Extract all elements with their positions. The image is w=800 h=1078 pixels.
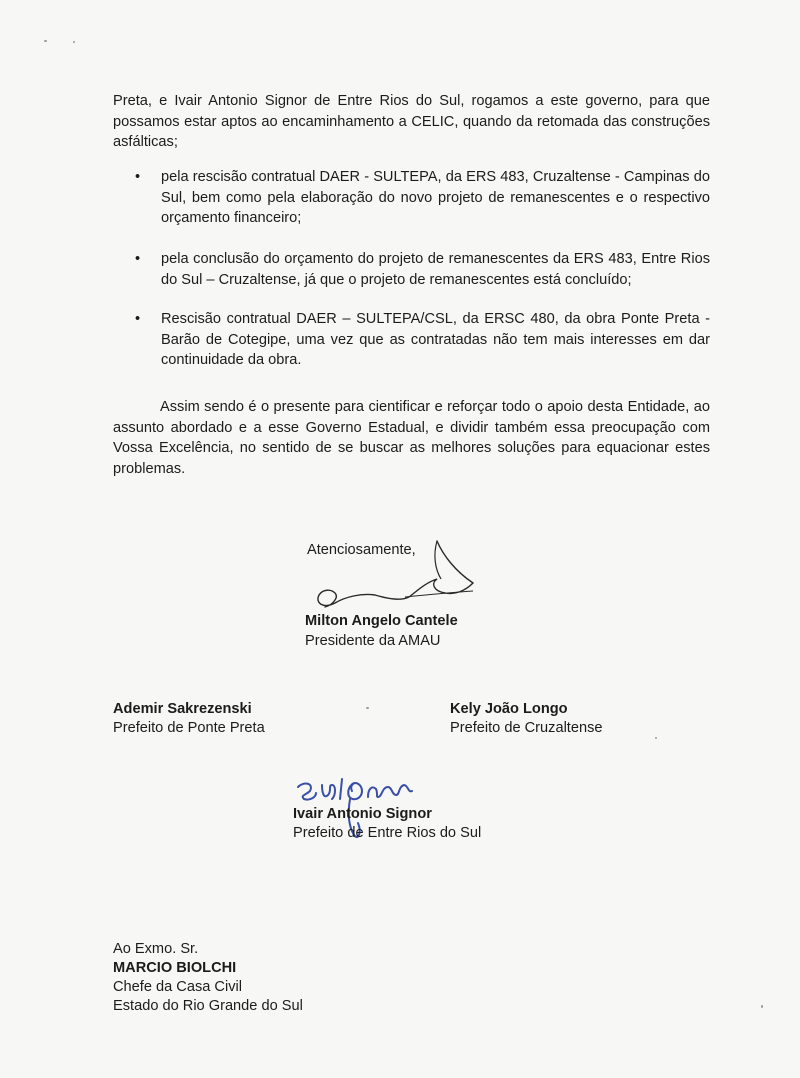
salutation: Atenciosamente,	[307, 542, 416, 558]
right-signatory-title: Prefeito de Cruzaltense	[450, 720, 603, 736]
recipient-name: MARCIO BIOLCHI	[113, 960, 237, 976]
left-signatory-title: Prefeito de Ponte Preta	[113, 720, 265, 736]
recipient-line: Estado do Rio Grande do Sul	[113, 998, 303, 1014]
scan-speck	[73, 41, 75, 43]
bullet-icon: •	[135, 311, 141, 327]
scan-speck	[655, 737, 657, 739]
list-item-text: pela conclusão do orçamento do projeto de remanescentes da ERS 483, Entre Rios do Sul – Cruzaltense, já que o projeto de remanescentes está concluído;	[161, 251, 710, 288]
recipient-line: Ao Exmo. Sr.	[113, 941, 199, 957]
intro-paragraph: Preta, e Ivair Antonio Signor de Entre Rios do Sul, rogamos a este governo, para que possamos estar aptos ao encaminhamento a CELIC, quando da retomada das construções asfálticas;	[113, 93, 710, 150]
bottom-signatory-title: Prefeito de Entre Rios do Sul	[293, 825, 482, 841]
list-item-text: pela rescisão contratual DAER - SULTEPA, da ERS 483, Cruzaltense - Campinas do Sul, bem como pela elaboração do novo projeto de remanescentes e o respectivo orçamento financeiro;	[161, 169, 710, 226]
main-signatory-title: Presidente da AMAU	[305, 633, 441, 649]
list-item-text: Rescisão contratual DAER – SULTEPA/CSL, da ERSC 480, da obra Ponte Preta - Barão de Cotegipe, uma vez que as contratadas não tem mais interesses em dar continuidade da obra.	[161, 311, 710, 368]
recipient-line: Chefe da Casa Civil	[113, 979, 242, 995]
bottom-signatory-name: Ivair Antonio Signor	[293, 806, 432, 822]
left-signatory-name: Ademir Sakrezenski	[113, 701, 252, 717]
closing-paragraph: Assim sendo é o presente para cientificar e reforçar todo o apoio desta Entidade, ao assunto abordado e a esse Governo Estadual, e dividir também essa preocupação com Vossa Excelência, no sentido de se buscar as melhores soluções para equacionar estes problemas.	[113, 399, 710, 477]
right-signatory-name: Kely João Longo	[450, 701, 568, 717]
bullet-icon: •	[135, 251, 141, 267]
scan-speck	[44, 40, 47, 42]
scan-speck	[366, 707, 369, 709]
bullet-icon: •	[135, 169, 141, 185]
main-signatory-name: Milton Angelo Cantele	[305, 613, 458, 629]
scan-speck	[761, 1005, 763, 1008]
